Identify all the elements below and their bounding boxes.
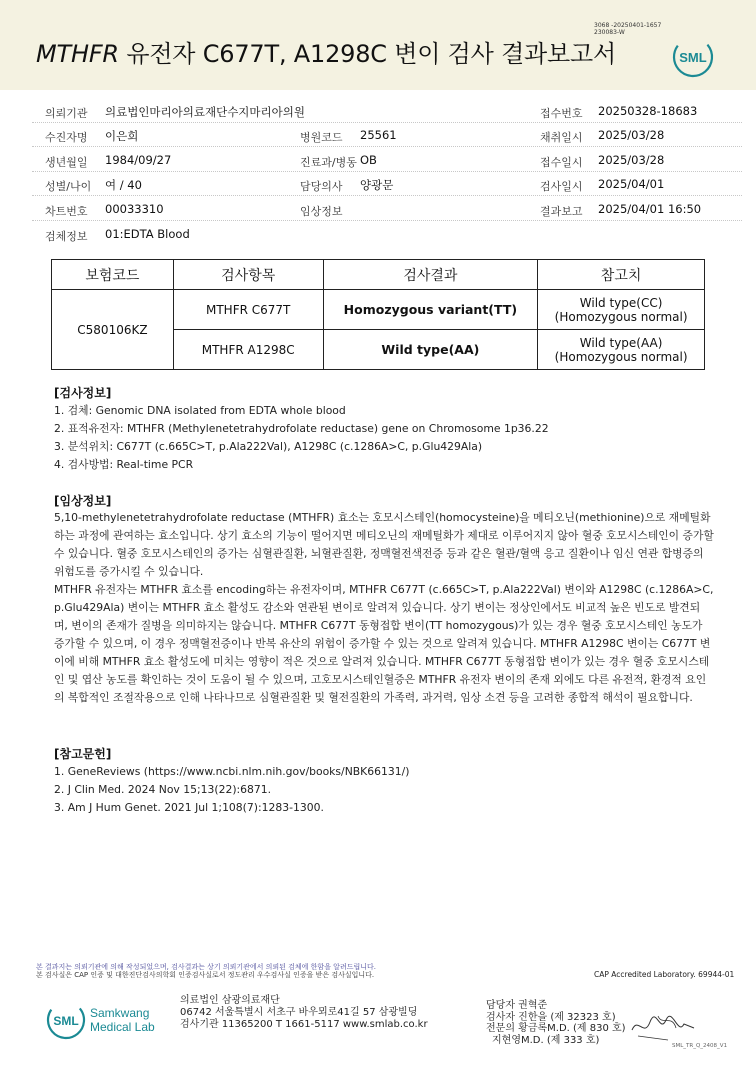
address-line: 06742 서울특별시 서초구 바우뫼로41길 57 삼광빌딩: [180, 1007, 418, 1018]
reference-line2: (Homozygous normal): [554, 309, 688, 324]
cell-test-result: Wild type(AA): [323, 330, 538, 370]
header-test-item: 검사항목: [173, 260, 323, 290]
value-received-date: 2025/03/28: [598, 153, 665, 167]
label-clinical-info: 임상정보: [300, 205, 343, 218]
reference-item: 3. Am J Hum Genet. 2021 Jul 1;108(7):1283-1300.: [54, 801, 324, 814]
label-report-date: 결과보고: [540, 205, 583, 218]
value-specimen: 01:EDTA Blood: [105, 227, 190, 241]
reference-item: 2. J Clin Med. 2024 Nov 15;13(22):6871.: [54, 783, 272, 796]
staff-line: 전문의 황금록M.D. (제 830 호): [486, 1023, 626, 1034]
signature-icon: [628, 1008, 698, 1044]
footer-notice: 본 결과지는 의뢰기관에 의해 작성되었으며, 검사결과는 상기 의뢰기관에서 의뢰된 검체에 한함을 알려드립니다.: [36, 963, 376, 971]
info-divider: [32, 122, 742, 123]
staff-info: [486, 1000, 626, 1046]
table-row: [52, 290, 705, 330]
value-birth-date: 1984/09/27: [105, 153, 172, 167]
form-code: SML_TR_Q_2408_V1: [672, 1043, 728, 1049]
table-header-row: [52, 260, 705, 290]
staff-line: 검사자 진한을 (제 32323 호): [486, 1011, 616, 1023]
value-hospital-code: 25561: [360, 128, 397, 142]
info-divider: [32, 220, 742, 221]
header-test-result: 검사결과: [323, 260, 538, 290]
label-hospital-code: 병원코드: [300, 131, 343, 144]
footer-logo-name1: Samkwang: [90, 1006, 150, 1020]
title-gene: MTHFR: [36, 40, 119, 68]
value-requesting-org: 의료법인마리아의료재단수지마리아의원: [105, 105, 305, 119]
results-table: [51, 259, 705, 370]
cell-test-item: MTHFR A1298C: [173, 330, 323, 370]
doc-code-line2: 230083-W: [594, 29, 625, 36]
value-department: OB: [360, 153, 377, 167]
value-receipt-number: 20250328-18683: [598, 104, 698, 118]
info-divider: [32, 195, 742, 196]
footer-logo-name2: Medical Lab: [90, 1020, 155, 1034]
reference-line1: Wild type(CC): [579, 295, 663, 310]
cell-test-item: MTHFR C677T: [173, 290, 323, 330]
staff-line: 담당자 권혁준: [486, 1000, 548, 1011]
value-patient-name: 이은희: [105, 129, 139, 143]
label-requesting-org: 의뢰기관: [45, 107, 88, 120]
label-patient-name: 수진자명: [45, 131, 88, 144]
label-collection-date: 채취일시: [540, 131, 583, 144]
sml-logo-icon: [672, 36, 714, 78]
value-collection-date: 2025/03/28: [598, 128, 665, 142]
references-title: [참고문헌]: [54, 747, 112, 761]
footer-logo: [44, 1000, 174, 1043]
header-reference: 참고치: [538, 260, 705, 290]
label-specimen: 검체정보: [45, 230, 88, 243]
report-title: [36, 34, 616, 69]
cell-reference: [538, 290, 705, 330]
test-info-line: 3. 분석위치: C677T (c.665C>T, p.Ala222Val), A1298C (c.1286A>C, p.Glu429Ala): [54, 440, 483, 453]
cell-test-result: Homozygous variant(TT): [323, 290, 538, 330]
header-insurance-code: 보험코드: [52, 260, 174, 290]
test-info-line: 1. 검체: Genomic DNA isolated from EDTA whole blood: [54, 404, 346, 417]
lab-address: [180, 995, 428, 1031]
footer-logo-text: SML: [53, 1014, 79, 1028]
value-chart-number: 00033310: [105, 202, 164, 216]
report-header: [0, 0, 756, 90]
value-test-date: 2025/04/01: [598, 177, 665, 191]
cap-accreditation: CAP Accredited Laboratory. 69944-01: [594, 970, 735, 979]
label-birth-date: 생년월일: [45, 156, 88, 169]
sml-footer-logo-icon: [44, 1000, 174, 1040]
address-line: 검사기관 11365200 T 1661-5117 www.smlab.co.kr: [180, 1019, 428, 1030]
info-divider: [32, 146, 742, 147]
staff-line: 지현영M.D. (제 333 호): [492, 1034, 600, 1046]
clinical-info-paragraph: 5,10-methylenetetrahydrofolate reductase (MTHFR) 효소는 호모시스테인(homocysteine)을 메티오닌(methionine)으로 재메틸화하는 과정에 관여하는 효소입니다. 상기 효소의 기능이 떨어지면 메티오닌의 재메틸화가 제대로 이루어지지 않아 혈중 호모시스테인이 증가할 수 있습니다. 혈중 호모시스테인의 증가는 심혈관질환, 뇌혈관질환, 정맥혈전색전증 등과 같은 혈관/혈액 응고 질환이나 임신 연관 합병증의 위험도를 증가시킬 수 있습니다.: [54, 511, 714, 578]
label-received-date: 접수일시: [540, 156, 583, 169]
reference-line2: (Homozygous normal): [554, 349, 688, 364]
label-chart-number: 차트번호: [45, 205, 88, 218]
logo-text: SML: [679, 50, 707, 65]
title-rest: 유전자 C677T, A1298C 변이 검사 결과보고서: [118, 40, 616, 68]
cell-reference: [538, 330, 705, 370]
reference-line1: Wild type(AA): [579, 335, 663, 350]
test-info-line: 4. 검사방법: Real-time PCR: [54, 458, 194, 471]
address-line: 의료법인 삼광의료재단: [180, 995, 280, 1006]
document-code: [594, 22, 661, 36]
value-physician: 양광문: [360, 178, 394, 192]
reference-item: 1. GeneReviews (https://www.ncbi.nlm.nih.gov/books/NBK66131/): [54, 765, 410, 778]
footer-notice: 본 검사실은 CAP 인증 및 대한진단검사의학회 인증검사실로서 정도관리 우수검사실 인증을 받은 검사실입니다.: [36, 971, 375, 979]
clinical-info-title: [임상정보]: [54, 494, 112, 508]
test-info-title: [검사정보]: [54, 386, 112, 400]
cell-insurance-code: C580106KZ: [52, 290, 174, 370]
value-report-date: 2025/04/01 16:50: [598, 202, 702, 216]
clinical-info-paragraph: MTHFR 유전자는 MTHFR 효소를 encoding하는 유전자이며, MTHFR C677T (c.665C>T, p.Ala222Val) 변이와 A1298C (c.1286A>C, p.Glu429Ala) 변이는 MTHFR 효소 활성도 감소와 연관된 변이로 알려져 있습니다. 상기 변이는 정상인에서도 비교적 높은 빈도로 발견되며, 변이의 존재가 질병을 의미하지는 않습니다. MTHFR C677T 동형접합 변이(TT homozygous)가 있는 경우 혈중 호모시스테인 농도가 증가할 수 있으며, 이 경우 정맥혈전증이나 반복 유산의 위험이 증가할 수 있는 것으로 알려져 있습니다. MTHFR A1298C 변이는 C677T 변이에 비해 MTHFR 효소 활성도에 미치는 영향이 적은 것으로 알려져 있습니다. MTHFR C677T 동형접합 변이가 있는 경우 혈중 호모시스테인 및 엽산 농도를 확인하는 것이 도움이 될 수 있으며, 고호모시스테인혈증은 MTHFR 유전자 변이의 존재 외에도 다른 유전적, 환경적 요인의 복합적인 조절작용으로 인해 나타나므로 심혈관질환 및 혈전질환의 가족력, 과거력, 임상 소견 등을 고려한 종합적 해석이 필요합니다.: [54, 583, 714, 704]
label-department: 진료과/병동: [300, 156, 357, 169]
label-physician: 담당의사: [300, 180, 343, 193]
label-receipt-number: 접수번호: [540, 107, 583, 120]
doc-code-line1: 3068 -20250401-1657: [594, 22, 662, 29]
test-info-line: 2. 표적유전자: MTHFR (Methylenetetrahydrofolate reductase) gene on Chromosome 1p36.22: [54, 422, 549, 435]
label-sex-age: 성별/나이: [45, 180, 92, 193]
value-sex-age: 여 / 40: [105, 178, 142, 192]
info-divider: [32, 171, 742, 172]
label-test-date: 검사일시: [540, 180, 583, 193]
